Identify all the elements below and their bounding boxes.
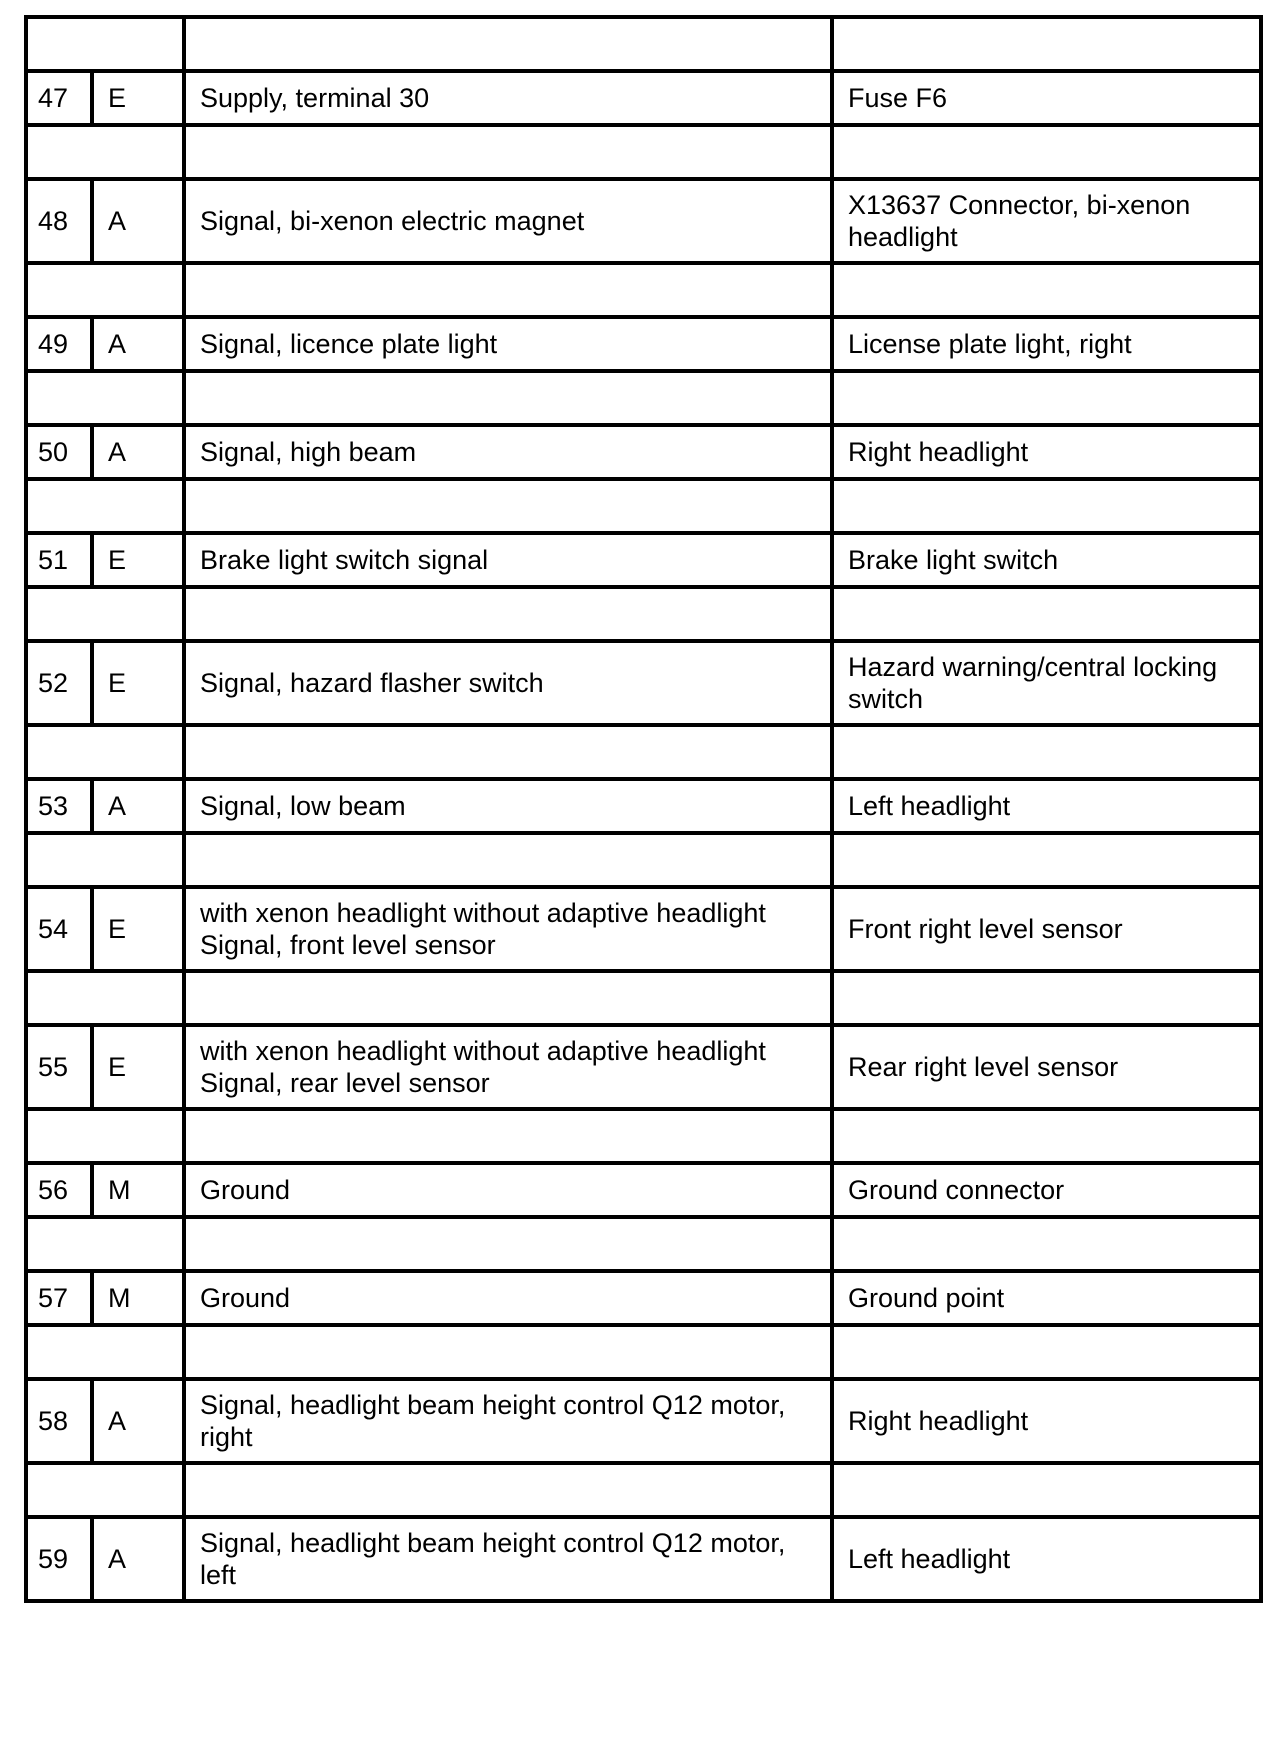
connected-component: Brake light switch — [832, 533, 1261, 587]
table-row — [26, 641, 1261, 725]
spacer-row — [26, 1325, 1261, 1379]
header-cell-component — [832, 17, 1261, 71]
table-row — [26, 71, 1261, 125]
signal-description: with xenon headlight without adaptive headlight Signal, rear level sensor — [184, 1025, 832, 1109]
signal-description: Signal, low beam — [184, 779, 832, 833]
signal-type: E — [92, 533, 184, 587]
signal-description: Signal, headlight beam height control Q12 motor, right — [184, 1379, 832, 1463]
table-row — [26, 1271, 1261, 1325]
header-cell-description — [184, 17, 832, 71]
table-row — [26, 179, 1261, 263]
connected-component: Right headlight — [832, 1379, 1261, 1463]
pin-number: 58 — [26, 1379, 92, 1463]
spacer-row — [26, 833, 1261, 887]
pin-number: 48 — [26, 179, 92, 263]
signal-type: A — [92, 1379, 184, 1463]
connected-component: Fuse F6 — [832, 71, 1261, 125]
pin-number: 59 — [26, 1517, 92, 1601]
pin-number: 49 — [26, 317, 92, 371]
connected-component: Ground connector — [832, 1163, 1261, 1217]
signal-description: Signal, headlight beam height control Q12 motor, left — [184, 1517, 832, 1601]
connected-component: Ground point — [832, 1271, 1261, 1325]
header-cell-pin — [26, 17, 184, 71]
signal-type: M — [92, 1163, 184, 1217]
signal-description: Ground — [184, 1163, 832, 1217]
table-row — [26, 779, 1261, 833]
signal-description: Brake light switch signal — [184, 533, 832, 587]
pin-number: 55 — [26, 1025, 92, 1109]
signal-description: Supply, terminal 30 — [184, 71, 832, 125]
spacer-row — [26, 587, 1261, 641]
pin-number: 56 — [26, 1163, 92, 1217]
table-row — [26, 887, 1261, 971]
connected-component: X13637 Connector, bi-xenon headlight — [832, 179, 1261, 263]
connected-component: License plate light, right — [832, 317, 1261, 371]
signal-type: A — [92, 779, 184, 833]
connected-component: Right headlight — [832, 425, 1261, 479]
connected-component: Hazard warning/central locking switch — [832, 641, 1261, 725]
connected-component: Front right level sensor — [832, 887, 1261, 971]
pin-assignment-table — [24, 15, 1263, 1603]
table-row — [26, 1163, 1261, 1217]
table-row — [26, 425, 1261, 479]
signal-description: Signal, bi-xenon electric magnet — [184, 179, 832, 263]
pin-number: 51 — [26, 533, 92, 587]
signal-type: A — [92, 425, 184, 479]
table-row — [26, 1025, 1261, 1109]
header-row — [26, 17, 1261, 71]
signal-description: with xenon headlight without adaptive headlight Signal, front level sensor — [184, 887, 832, 971]
signal-type: M — [92, 1271, 184, 1325]
spacer-row — [26, 125, 1261, 179]
connected-component: Left headlight — [832, 779, 1261, 833]
signal-type: A — [92, 1517, 184, 1601]
table-row — [26, 317, 1261, 371]
connected-component: Rear right level sensor — [832, 1025, 1261, 1109]
connected-component: Left headlight — [832, 1517, 1261, 1601]
pin-number: 52 — [26, 641, 92, 725]
spacer-row — [26, 263, 1261, 317]
signal-description: Ground — [184, 1271, 832, 1325]
spacer-row — [26, 1109, 1261, 1163]
spacer-row — [26, 725, 1261, 779]
spacer-row — [26, 1217, 1261, 1271]
pin-number: 57 — [26, 1271, 92, 1325]
signal-type: E — [92, 1025, 184, 1109]
signal-type: A — [92, 317, 184, 371]
signal-type: E — [92, 71, 184, 125]
table-row — [26, 1379, 1261, 1463]
table-row — [26, 533, 1261, 587]
signal-description: Signal, high beam — [184, 425, 832, 479]
spacer-row — [26, 1463, 1261, 1517]
signal-type: A — [92, 179, 184, 263]
spacer-row — [26, 479, 1261, 533]
spacer-row — [26, 371, 1261, 425]
pin-number: 50 — [26, 425, 92, 479]
pin-assignment-sheet — [24, 15, 1259, 1603]
signal-description: Signal, hazard flasher switch — [184, 641, 832, 725]
table-row — [26, 1517, 1261, 1601]
signal-type: E — [92, 887, 184, 971]
signal-type: E — [92, 641, 184, 725]
pin-number: 53 — [26, 779, 92, 833]
signal-description: Signal, licence plate light — [184, 317, 832, 371]
spacer-row — [26, 971, 1261, 1025]
pin-number: 54 — [26, 887, 92, 971]
pin-number: 47 — [26, 71, 92, 125]
